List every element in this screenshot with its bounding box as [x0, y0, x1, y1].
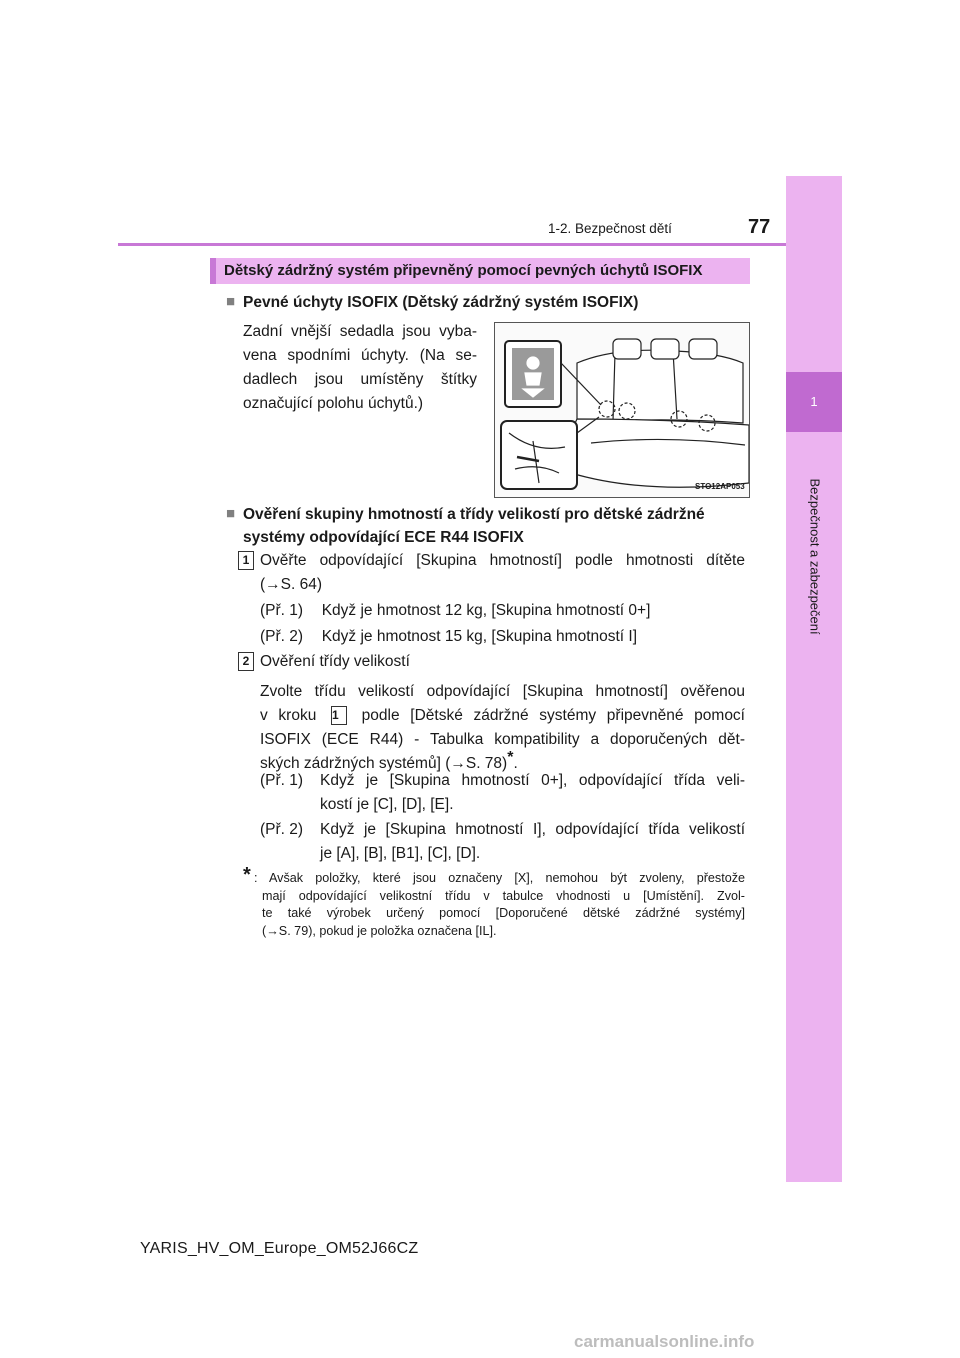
- seat-drawing: [495, 323, 749, 497]
- chapter-title: Bezpečnost a zabezpečení: [807, 478, 823, 635]
- example-label: (Př. 1): [260, 772, 304, 789]
- text-line: mají odpovídající velikostní třídu v tabulce vhodnosti u [Umístění]. Zvol-: [262, 888, 745, 903]
- step-2-example-2: (Př. 2) Když je [Skupina hmotností I], odpovídající třída velikostí je [A], [B], [B1], [C], [D].: [260, 818, 745, 866]
- example-label: (Př. 1): [260, 602, 304, 619]
- bullet-icon: ■: [226, 505, 236, 522]
- text-line: Zadní vnější sedadla jsou vyba-: [243, 323, 477, 340]
- subsection-heading-verification: [243, 503, 705, 549]
- header-section-title: 1-2. Bezpečnost dětí: [548, 221, 672, 236]
- document-code: YARIS_HV_OM_Europe_OM52J66CZ: [140, 1240, 419, 1257]
- illustration-code: STO12AP053: [695, 482, 745, 491]
- example-label: (Př. 2): [260, 821, 304, 838]
- example-text: Když je hmotnost 12 kg, [Skupina hmotností 0+]: [321, 602, 651, 619]
- step-2-text: [260, 680, 745, 776]
- text-line: ských zádržných systémů] (→S. 78)*.: [260, 748, 518, 772]
- text-line: ISOFIX (ECE R44) - Tabulka kompatibility a doporučených dět-: [260, 731, 745, 748]
- step-1-text: [260, 549, 745, 597]
- footnote-asterisk: *: [243, 864, 251, 886]
- text-line: Zvolte třídu velikostí odpovídající [Skupina hmotností] ověřenou: [260, 683, 745, 700]
- step-reference: 1: [331, 706, 347, 725]
- example-text: Když je hmotnost 15 kg, [Skupina hmotností I]: [321, 628, 638, 645]
- example-label: (Př. 2): [260, 628, 304, 645]
- footnote-text: [254, 870, 745, 940]
- footnote-mark: *: [507, 748, 514, 766]
- bullet-icon: ■: [226, 293, 236, 310]
- rear-seat-isofix-illustration: [494, 322, 750, 498]
- step-2-marker: 2: [238, 652, 254, 671]
- subsection-heading-isofix-anchors: Pevné úchyty ISOFIX (Dětský zádržný systém ISOFIX): [243, 294, 639, 311]
- chapter-number: 1: [810, 394, 818, 409]
- step-2-title: Ověření třídy velikostí: [260, 653, 410, 670]
- text-line: v kroku 1 podle [Dětské zádržné systémy připevněné pomocí: [260, 707, 745, 724]
- text-line: te také výrobek určený pomocí [Doporučené dětské zádržné systémy]: [262, 906, 745, 920]
- paragraph-anchors-description: [243, 320, 477, 416]
- text-line: (→S. 79), pokud je položka označena [IL].: [262, 923, 497, 938]
- heading-line: systémy odpovídající ECE R44 ISOFIX: [243, 529, 524, 546]
- chapter-side-tab: [786, 176, 842, 1182]
- step-1-example-1: [260, 599, 650, 623]
- text-line: dadlech jsou umístěny štítky: [243, 371, 477, 388]
- step-2-example-1: (Př. 1) Když je [Skupina hmotností 0+], odpovídající třída veli- kostí je [C], [D], [E].: [260, 769, 745, 817]
- watermark[interactable]: carmanualsonline.info: [574, 1332, 755, 1351]
- step-1-example-2: [260, 625, 637, 649]
- step-1-marker: 1: [238, 551, 254, 570]
- header-rule: [118, 243, 842, 246]
- text-line: vena spodními úchyty. (Na se-: [243, 347, 477, 364]
- page-number: 77: [748, 216, 771, 238]
- text-line: (→S. 64): [260, 576, 323, 593]
- text-line: Ověřte odpovídající [Skupina hmotností] podle hmotnosti dítěte: [260, 552, 745, 569]
- text-line: : Avšak položky, které jsou označeny [X], nemohou být zvoleny, přestože: [254, 871, 745, 885]
- section-heading: Dětský zádržný systém připevněný pomocí pevných úchytů ISOFIX: [224, 262, 703, 279]
- text-line: označující polohu úchytů.): [243, 395, 424, 412]
- heading-line: Ověření skupiny hmotností a třídy velikostí pro dětské zádržné: [243, 506, 705, 523]
